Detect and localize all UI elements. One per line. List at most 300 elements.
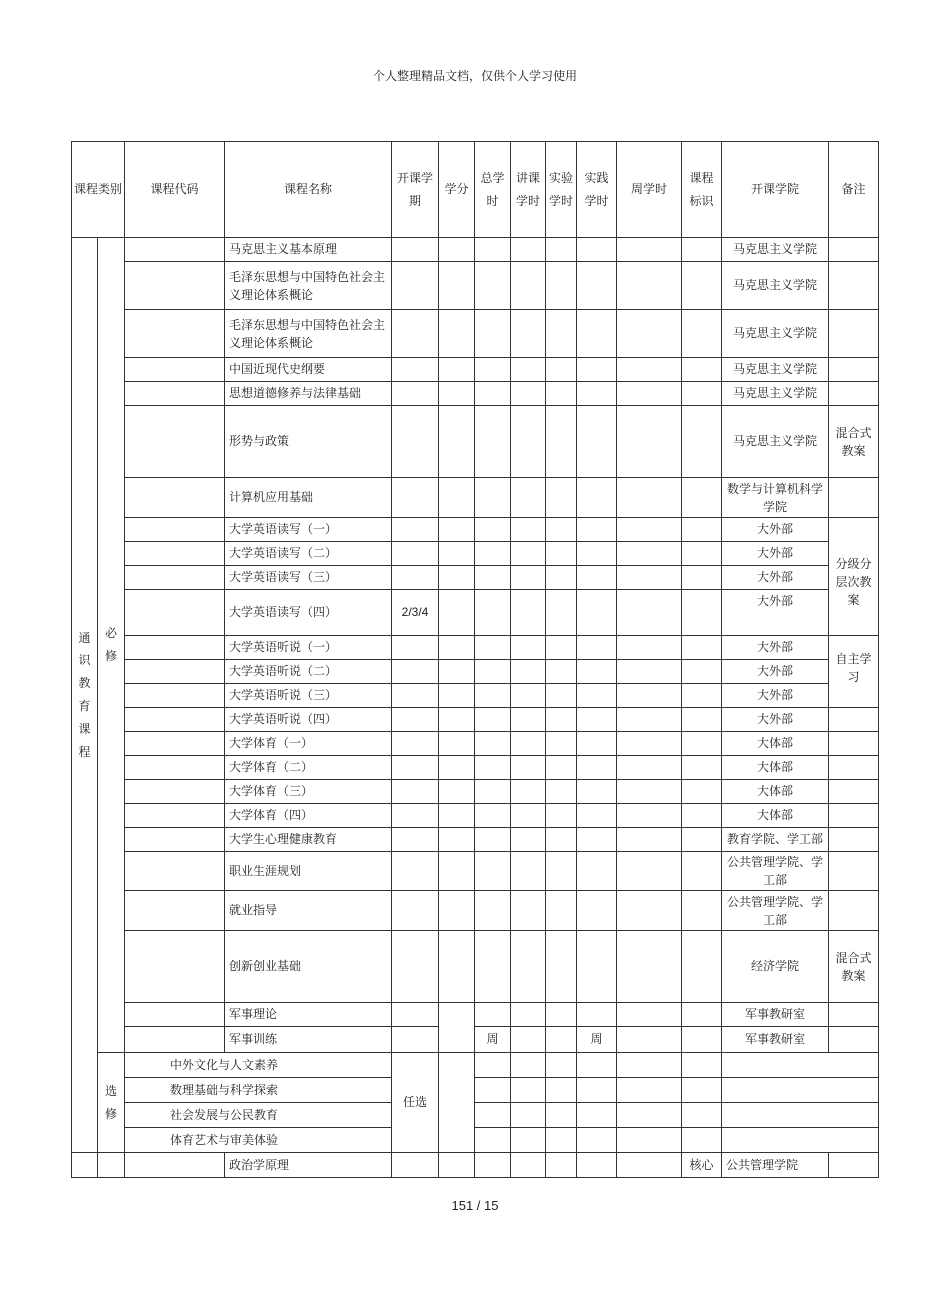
cell-empty (617, 478, 682, 518)
cell-empty (577, 1103, 617, 1128)
course-college: 马克思主义学院 (722, 382, 829, 406)
cell-empty (439, 238, 475, 262)
course-college: 军事教研室 (722, 1027, 829, 1053)
cell-empty (475, 1003, 511, 1027)
cell-empty (511, 684, 546, 708)
cell-empty (511, 891, 546, 931)
cell-empty (829, 756, 879, 780)
cell-empty (682, 1027, 722, 1053)
cell-empty (546, 1103, 577, 1128)
cell-empty (682, 262, 722, 310)
course-college: 公共管理学院、学工部 (722, 852, 829, 891)
course-name: 军事训练 (225, 1027, 392, 1053)
course-name: 毛泽东思想与中国特色社会主义理论体系概论 (225, 310, 392, 358)
cell-empty (617, 780, 682, 804)
cell-empty (682, 852, 722, 891)
cell-empty (546, 1128, 577, 1153)
cell-empty (577, 310, 617, 358)
cell-empty (829, 1003, 879, 1027)
cell-empty (439, 684, 475, 708)
cell-empty (546, 684, 577, 708)
cell-empty (511, 1053, 546, 1078)
cell-empty (682, 358, 722, 382)
cell-empty (617, 542, 682, 566)
cell-empty (617, 1128, 682, 1153)
course-name: 毛泽东思想与中国特色社会主义理论体系概论 (225, 262, 392, 310)
cell-empty (546, 931, 577, 1003)
cell-empty (682, 1053, 722, 1078)
course-college: 大外部 (722, 636, 829, 660)
cell-empty (682, 636, 722, 660)
cell-empty (682, 660, 722, 684)
course-name: 马克思主义基本原理 (225, 238, 392, 262)
table-row (72, 478, 879, 518)
course-college: 军事教研室 (722, 1003, 829, 1027)
cell-empty (617, 1027, 682, 1053)
table-row (72, 891, 879, 931)
category-general-label: 通识教育课程 (78, 630, 91, 759)
elective-name: 数理基础与科学探索 (125, 1078, 392, 1103)
course-name: 大学英语听说（四） (225, 708, 392, 732)
cell-empty (439, 262, 475, 310)
cell-empty (546, 804, 577, 828)
remark-english-ls: 自主学习 (829, 636, 879, 708)
cell-empty (511, 780, 546, 804)
cell-empty (722, 1078, 879, 1103)
cell-empty (577, 891, 617, 931)
cell-empty (125, 406, 225, 478)
col-total-hours: 总学时 (475, 142, 511, 238)
course-name: 中国近现代史纲要 (225, 358, 392, 382)
cell-empty (617, 1103, 682, 1128)
cell-empty (439, 566, 475, 590)
cell-empty (617, 660, 682, 684)
cell-empty (682, 1003, 722, 1027)
elective-name: 中外文化与人文素养 (125, 1053, 392, 1078)
cell-empty (475, 828, 511, 852)
course-name: 大学生心理健康教育 (225, 828, 392, 852)
cell-empty (617, 1078, 682, 1103)
cell-empty (546, 542, 577, 566)
course-college: 大外部 (722, 542, 829, 566)
course-remark: 混合式教案 (829, 406, 879, 478)
cell-empty (577, 478, 617, 518)
cell-empty (511, 518, 546, 542)
cell-empty (392, 238, 439, 262)
cell-empty (125, 660, 225, 684)
cell-empty (475, 1153, 511, 1178)
course-college: 马克思主义学院 (722, 262, 829, 310)
cell-empty (682, 828, 722, 852)
course-name: 大学英语听说（一） (225, 636, 392, 660)
cell-empty (577, 1053, 617, 1078)
cell-empty (439, 478, 475, 518)
cell-empty (511, 1128, 546, 1153)
cell-empty (546, 636, 577, 660)
cell-empty (475, 1103, 511, 1128)
cell-empty (392, 804, 439, 828)
course-name: 计算机应用基础 (225, 478, 392, 518)
cell-empty (577, 1078, 617, 1103)
course-name: 政治学原理 (225, 1153, 392, 1178)
cell-empty (475, 931, 511, 1003)
table-row (72, 660, 879, 684)
cell-empty (125, 931, 225, 1003)
cell-empty (682, 1078, 722, 1103)
cell-empty (546, 382, 577, 406)
cell-empty (546, 891, 577, 931)
cell-empty (125, 1153, 225, 1178)
cell-empty (439, 382, 475, 406)
category-elective (98, 1053, 125, 1153)
table-row (72, 542, 879, 566)
cell-empty (577, 590, 617, 636)
cell-empty (475, 684, 511, 708)
course-total-hours: 周 (475, 1027, 511, 1053)
cell-empty (439, 852, 475, 891)
cell-empty (125, 262, 225, 310)
course-college: 数学与计算机科学学院 (722, 478, 829, 518)
cell-empty (475, 1078, 511, 1103)
course-college: 大体部 (722, 732, 829, 756)
table-row (72, 590, 879, 636)
course-remark: 混合式教案 (829, 931, 879, 1003)
cell-empty (511, 1153, 546, 1178)
course-name: 思想道德修养与法律基础 (225, 382, 392, 406)
cell-empty (392, 1153, 439, 1178)
cell-empty (682, 804, 722, 828)
cell-empty (617, 262, 682, 310)
cell-empty (439, 660, 475, 684)
cell-empty (125, 542, 225, 566)
cell-empty (125, 828, 225, 852)
col-practice-hours: 实践学时 (577, 142, 617, 238)
course-name: 大学体育（二） (225, 756, 392, 780)
course-college: 马克思主义学院 (722, 310, 829, 358)
cell-empty (125, 1003, 225, 1027)
cell-empty (617, 518, 682, 542)
cell-empty (829, 732, 879, 756)
cell-empty (511, 756, 546, 780)
cell-empty (511, 478, 546, 518)
course-name: 就业指导 (225, 891, 392, 931)
category-elective-label: 选修 (105, 1083, 118, 1121)
cell-empty (475, 262, 511, 310)
cell-empty (511, 358, 546, 382)
course-college: 大外部 (722, 590, 829, 636)
cell-empty (392, 382, 439, 406)
course-name: 军事理论 (225, 1003, 392, 1027)
cell-empty (475, 566, 511, 590)
cell-empty (439, 931, 475, 1003)
cell-empty (475, 660, 511, 684)
cell-empty (125, 1027, 225, 1053)
course-name: 大学英语读写（二） (225, 542, 392, 566)
col-name: 课程名称 (225, 142, 392, 238)
cell-empty (439, 804, 475, 828)
cell-empty (577, 262, 617, 310)
cell-empty (546, 756, 577, 780)
cell-empty (682, 1103, 722, 1128)
table-row (72, 828, 879, 852)
cell-empty (617, 891, 682, 931)
course-college: 公共管理学院 (722, 1153, 829, 1178)
course-name: 创新创业基础 (225, 931, 392, 1003)
cell-empty (682, 756, 722, 780)
table-row (72, 1003, 879, 1027)
cell-empty (682, 732, 722, 756)
cell-empty (392, 828, 439, 852)
course-name: 大学体育（三） (225, 780, 392, 804)
cell-empty (617, 1003, 682, 1027)
col-lecture-hours: 讲课学时 (511, 142, 546, 238)
table-row (72, 566, 879, 590)
cell-empty (392, 780, 439, 804)
cell-empty (475, 382, 511, 406)
cell-empty (829, 1153, 879, 1178)
course-college: 大外部 (722, 566, 829, 590)
col-lab-hours: 实验学时 (546, 142, 577, 238)
cell-empty (439, 732, 475, 756)
cell-empty (511, 852, 546, 891)
course-name: 大学英语听说（二） (225, 660, 392, 684)
course-college: 大外部 (722, 708, 829, 732)
cell-empty (439, 891, 475, 931)
cell-empty (511, 566, 546, 590)
cell-empty (682, 406, 722, 478)
cell-empty (577, 238, 617, 262)
elective-name: 体育艺术与审美体验 (125, 1128, 392, 1153)
cell-empty (546, 732, 577, 756)
col-weeks: 周学时 (617, 142, 682, 238)
cell-empty (511, 732, 546, 756)
cell-empty (577, 732, 617, 756)
course-name: 大学体育（四） (225, 804, 392, 828)
cell-empty (682, 478, 722, 518)
cell-empty (475, 406, 511, 478)
table-row (72, 931, 879, 1003)
cell-empty (475, 780, 511, 804)
cell-empty (125, 891, 225, 931)
cell-empty (475, 732, 511, 756)
cell-empty (546, 1153, 577, 1178)
cell-empty (617, 732, 682, 756)
cell-empty (439, 828, 475, 852)
cell-empty (617, 852, 682, 891)
category-general (72, 238, 98, 1153)
cell-empty (577, 566, 617, 590)
cell-empty (511, 542, 546, 566)
cell-empty (546, 660, 577, 684)
course-college: 大外部 (722, 660, 829, 684)
table-row (72, 684, 879, 708)
cell-empty (475, 310, 511, 358)
cell-empty (98, 1153, 125, 1178)
course-practice-hours: 周 (577, 1027, 617, 1053)
course-name: 大学英语听说（三） (225, 684, 392, 708)
cell-empty (546, 708, 577, 732)
cell-empty (546, 478, 577, 518)
cell-empty (617, 566, 682, 590)
cell-empty (439, 542, 475, 566)
cell-empty (125, 518, 225, 542)
cell-empty (577, 542, 617, 566)
cell-empty (72, 1153, 98, 1178)
cell-empty (392, 660, 439, 684)
cell-empty (125, 238, 225, 262)
col-code: 课程代码 (125, 142, 225, 238)
cell-empty (829, 262, 879, 310)
cell-empty (577, 382, 617, 406)
cell-empty (439, 756, 475, 780)
cell-empty (829, 891, 879, 931)
cell-empty (546, 780, 577, 804)
cell-empty (546, 566, 577, 590)
cell-empty (682, 518, 722, 542)
table-row (72, 238, 879, 262)
cell-empty (511, 382, 546, 406)
elective-semester: 任选 (392, 1053, 439, 1153)
cell-empty (475, 542, 511, 566)
table-row (72, 780, 879, 804)
cell-empty (546, 1003, 577, 1027)
table-row (72, 406, 879, 478)
table-row (72, 262, 879, 310)
course-college: 大体部 (722, 780, 829, 804)
cell-empty (125, 566, 225, 590)
cell-empty (829, 310, 879, 358)
col-remark: 备注 (829, 142, 879, 238)
cell-empty (829, 852, 879, 891)
cell-empty (546, 262, 577, 310)
cell-empty (392, 931, 439, 1003)
cell-empty (125, 590, 225, 636)
cell-empty (577, 780, 617, 804)
cell-empty (511, 1103, 546, 1128)
cell-empty (546, 358, 577, 382)
cell-empty (577, 828, 617, 852)
cell-empty (125, 310, 225, 358)
elective-row (72, 1078, 879, 1103)
cell-empty (439, 1003, 475, 1053)
table-row (72, 804, 879, 828)
cell-empty (617, 1053, 682, 1078)
cell-empty (392, 406, 439, 478)
cell-empty (829, 780, 879, 804)
table-row (72, 518, 879, 542)
cell-empty (475, 804, 511, 828)
cell-empty (722, 1128, 879, 1153)
course-name: 形势与政策 (225, 406, 392, 478)
elective-row (72, 1128, 879, 1153)
cell-empty (617, 636, 682, 660)
table-row (72, 636, 879, 660)
cell-empty (125, 732, 225, 756)
cell-empty (475, 238, 511, 262)
table-row (72, 852, 879, 891)
cell-empty (722, 1103, 879, 1128)
cell-empty (829, 828, 879, 852)
cell-empty (577, 518, 617, 542)
cell-empty (829, 708, 879, 732)
course-college: 经济学院 (722, 931, 829, 1003)
cell-empty (392, 262, 439, 310)
col-tag: 课程标识 (682, 142, 722, 238)
cell-empty (392, 542, 439, 566)
cell-empty (617, 310, 682, 358)
cell-empty (439, 310, 475, 358)
cell-empty (577, 1153, 617, 1178)
cell-empty (511, 310, 546, 358)
cell-empty (392, 478, 439, 518)
elective-row (72, 1053, 879, 1078)
cell-empty (617, 684, 682, 708)
course-college: 大外部 (722, 684, 829, 708)
cell-empty (511, 931, 546, 1003)
cell-empty (577, 756, 617, 780)
cell-empty (829, 382, 879, 406)
cell-empty (511, 708, 546, 732)
cell-empty (682, 684, 722, 708)
col-category: 课程类别 (72, 142, 125, 238)
remark-english-rw: 分级分层次教案 (829, 518, 879, 636)
cell-empty (682, 566, 722, 590)
cell-empty (682, 310, 722, 358)
course-college: 大外部 (722, 518, 829, 542)
cell-empty (392, 1003, 439, 1027)
cell-empty (475, 636, 511, 660)
cell-empty (125, 358, 225, 382)
course-college: 马克思主义学院 (722, 406, 829, 478)
cell-empty (392, 1027, 439, 1053)
cell-empty (617, 756, 682, 780)
cell-empty (617, 238, 682, 262)
table-row (72, 1153, 879, 1178)
cell-empty (829, 804, 879, 828)
cell-empty (475, 756, 511, 780)
cell-empty (511, 406, 546, 478)
course-college: 大体部 (722, 756, 829, 780)
cell-empty (475, 891, 511, 931)
table-row (72, 1027, 879, 1053)
cell-empty (439, 708, 475, 732)
cell-empty (577, 636, 617, 660)
course-name: 大学英语读写（一） (225, 518, 392, 542)
elective-row (72, 1103, 879, 1128)
cell-empty (392, 684, 439, 708)
cell-empty (577, 852, 617, 891)
table-row (72, 732, 879, 756)
cell-empty (577, 931, 617, 1003)
cell-empty (682, 931, 722, 1003)
cell-empty (392, 636, 439, 660)
cell-empty (546, 852, 577, 891)
cell-empty (577, 406, 617, 478)
cell-empty (439, 590, 475, 636)
cell-empty (511, 660, 546, 684)
course-name: 大学英语读写（三） (225, 566, 392, 590)
cell-empty (439, 636, 475, 660)
cell-empty (392, 708, 439, 732)
cell-empty (475, 478, 511, 518)
cell-empty (125, 708, 225, 732)
cell-empty (577, 1128, 617, 1153)
cell-empty (577, 1003, 617, 1027)
cell-empty (617, 1153, 682, 1178)
elective-name: 社会发展与公民教育 (125, 1103, 392, 1128)
cell-empty (475, 1128, 511, 1153)
page-number: 151 / 15 (451, 1198, 499, 1213)
